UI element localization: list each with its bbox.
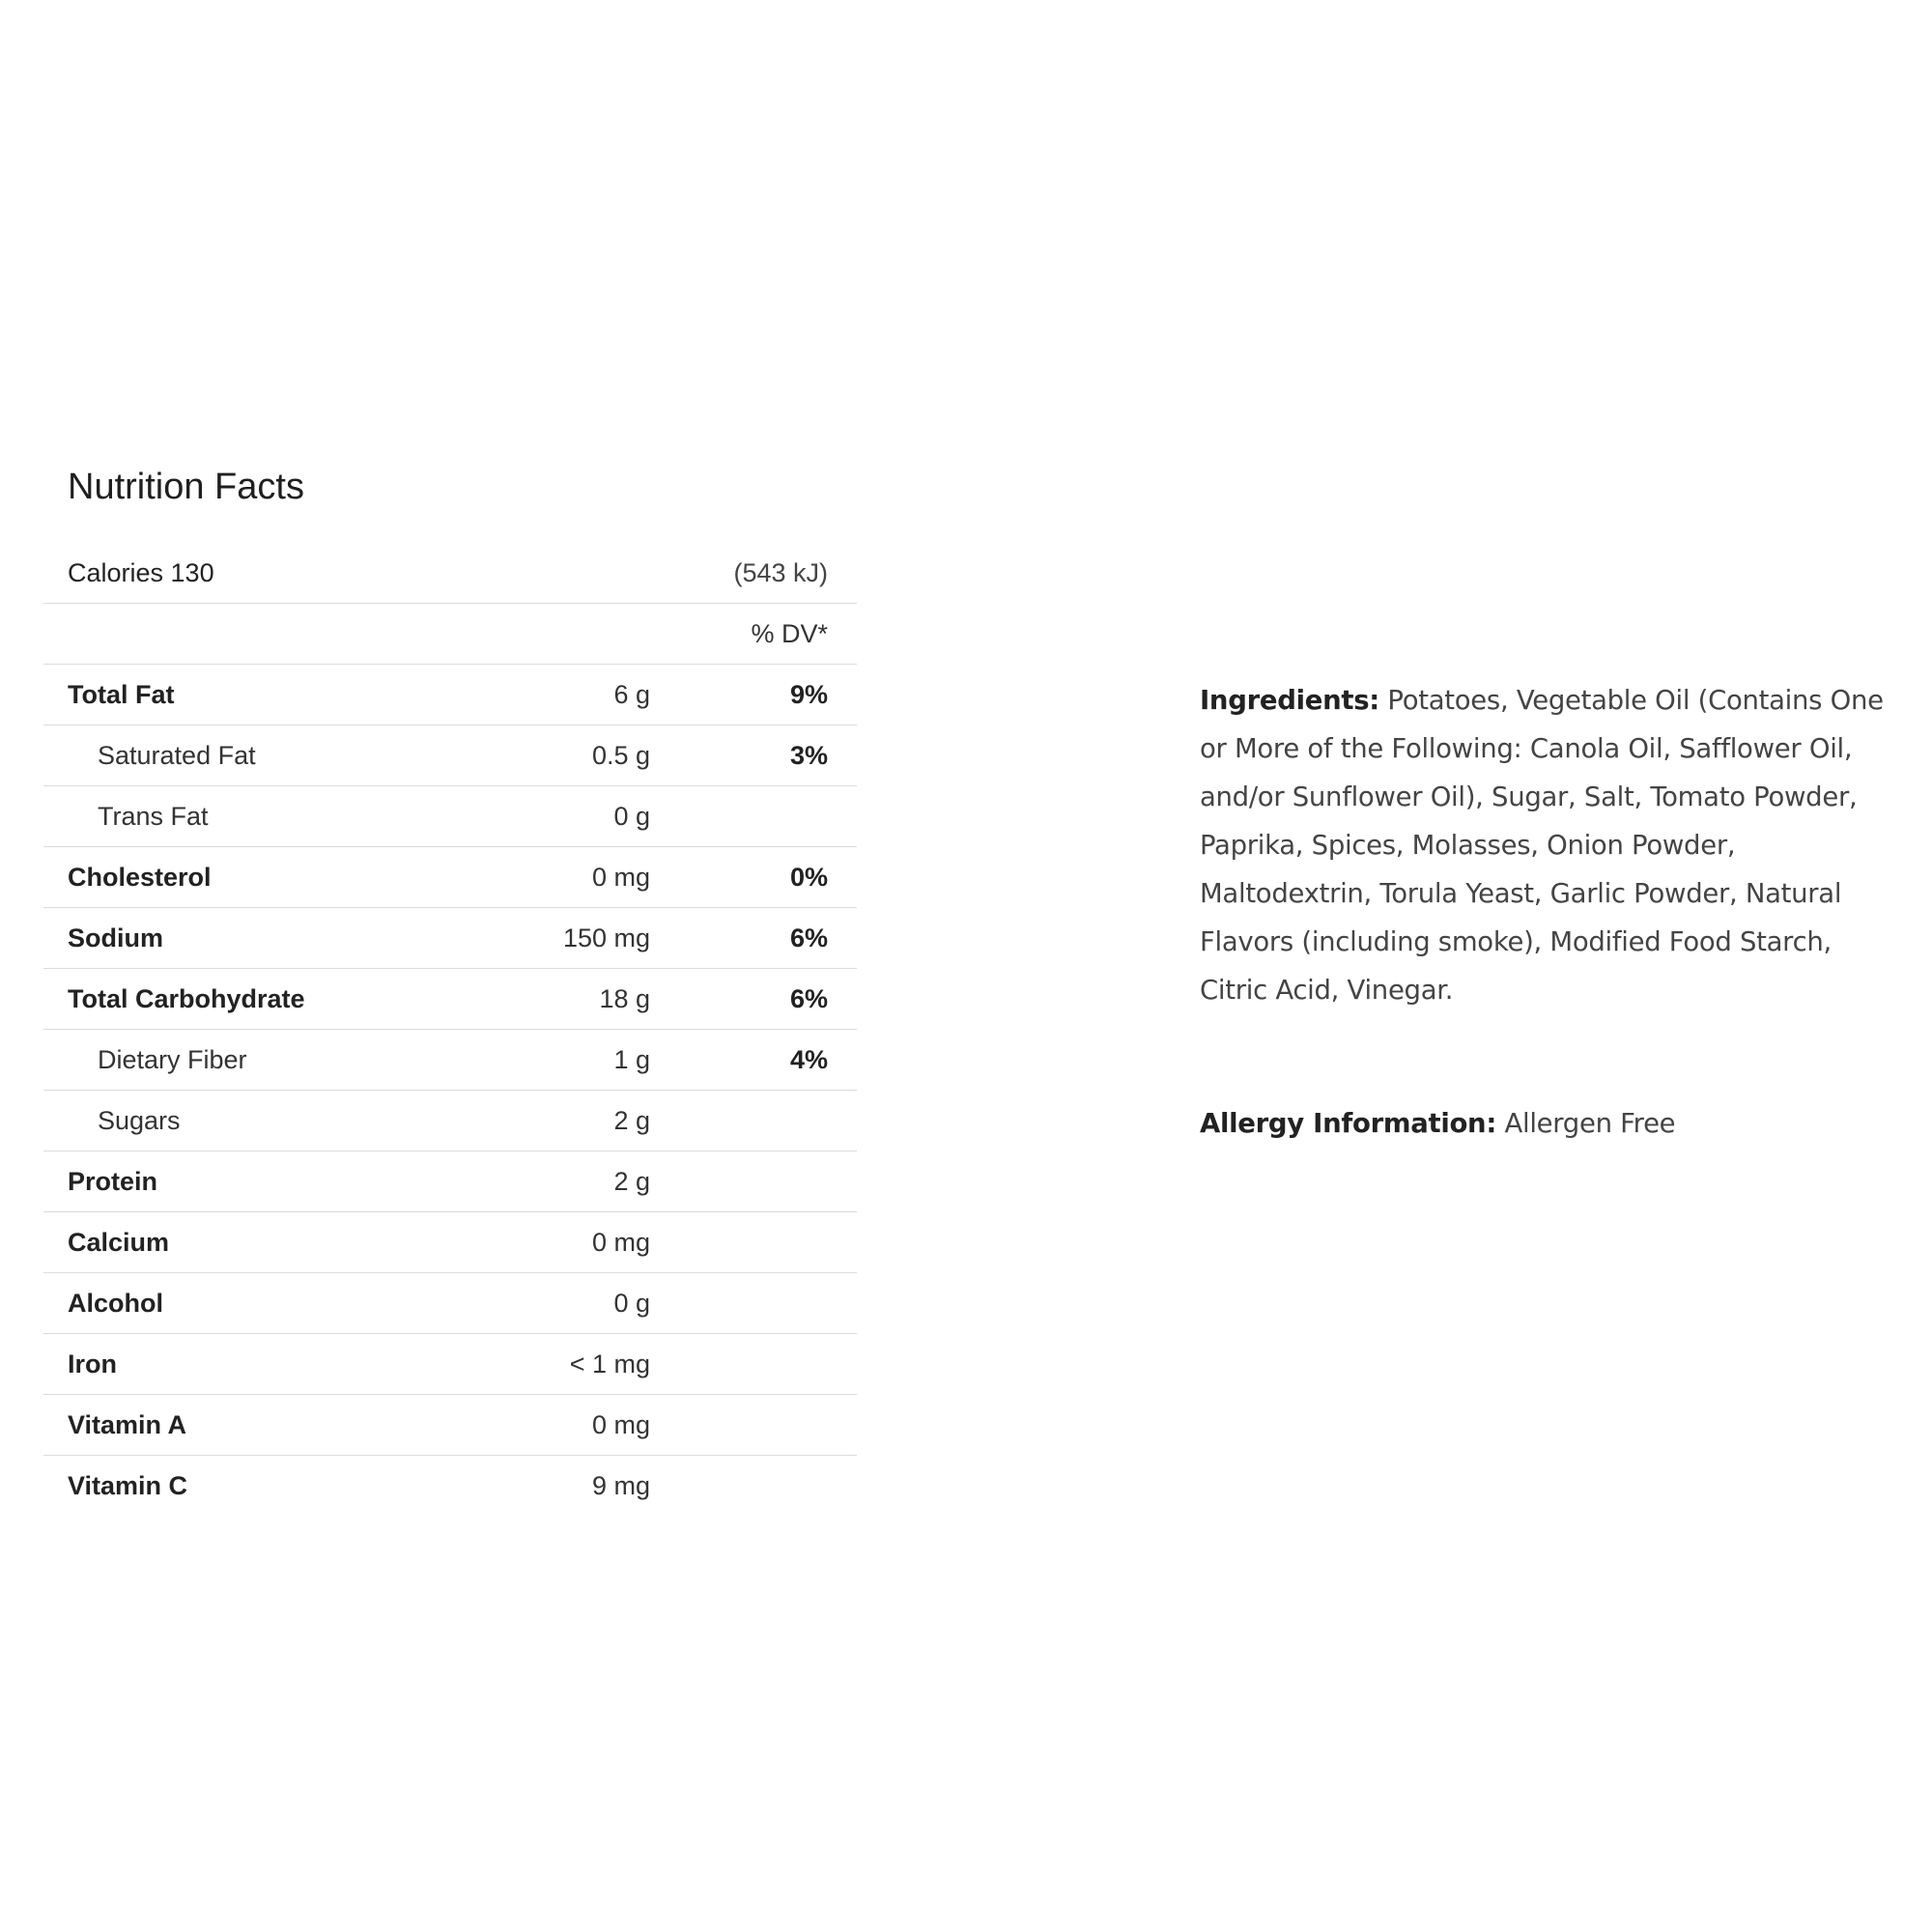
nutrient-amount: 6 g [613,680,650,709]
nutrient-amount: < 1 mg [569,1350,650,1378]
table-row [43,725,857,786]
nutrient-dv: 4% [789,1045,828,1074]
nutrient-dv: 3% [789,741,828,770]
nutrient-name: Trans Fat [98,802,209,831]
nutrient-amount: 9 mg [591,1471,650,1500]
dv-header-row [43,604,857,665]
nutrient-name: Total Fat [68,680,175,709]
nutrient-dv: 0% [789,863,828,892]
nutrient-name: Dietary Fiber [98,1045,247,1074]
nutrient-amount: 0 g [613,802,650,831]
table-row [43,786,857,847]
table-row [43,1151,857,1212]
nutrient-dv: 9% [789,680,828,709]
allergy-text: Allergen Free [1504,1108,1676,1139]
nutrient-name: Alcohol [68,1289,163,1318]
nutrient-name: Vitamin C [68,1471,188,1500]
nutrient-name: Cholesterol [68,863,212,892]
table-row [43,1273,857,1334]
nutrient-name: Iron [68,1350,117,1378]
nutrient-amount: 0 g [613,1289,650,1318]
allergy-label: Allergy Information: [1200,1108,1497,1139]
table-row [43,1030,857,1091]
ingredients-text: Potatoes, Vegetable Oil (Contains One or More of the Following: Canola Oil, Safflower Oil, and/or Sunflower Oil), Sugar, Salt, Tomato Powder, Paprika, Spices, Molasses, Onion Powder, Maltodextrin, Torula Yeast, Garlic Powder, Natural Flavors (including smoke), Modified Food Starch, Citric Acid, Vinegar. [1200,685,1884,1006]
nutrient-amount: 150 mg [562,923,650,952]
nutrient-name: Total Carbohydrate [68,984,305,1013]
nutrient-name: Protein [68,1167,158,1196]
calories-kj: (543 kJ) [733,558,828,587]
nutrient-dv: 6% [789,923,828,952]
nutrient-dv: 6% [789,984,828,1013]
calories-row [43,543,857,604]
nutrient-name: Sugars [98,1106,181,1135]
nutrient-amount: 0 mg [591,863,650,892]
nutrient-amount: 2 g [613,1167,650,1196]
table-row [43,665,857,725]
table-row [43,1212,857,1273]
table-row [43,1456,857,1516]
allergy-block [1200,1099,1895,1148]
table-row [43,847,857,908]
nutrition-table [43,543,857,1516]
nutrient-name: Sodium [68,923,163,952]
nutrient-amount: 0 mg [591,1410,650,1439]
ingredients-label: Ingredients: [1200,685,1379,716]
nutrient-amount: 1 g [613,1045,650,1074]
nutrient-name: Calcium [68,1228,170,1257]
nutrient-amount: 0.5 g [591,741,650,770]
table-row [43,1091,857,1151]
ingredients-block [1200,676,1895,1014]
nutrient-amount: 18 g [599,984,650,1013]
nutrient-amount: 2 g [613,1106,650,1135]
nutrition-title: Nutrition Facts [68,467,304,507]
table-row [43,908,857,969]
nutrient-name: Vitamin A [68,1410,187,1439]
dv-header: % DV* [751,619,828,648]
nutrient-name: Saturated Fat [98,741,256,770]
nutrient-amount: 0 mg [591,1228,650,1257]
table-row [43,969,857,1030]
table-row [43,1334,857,1395]
table-row [43,1395,857,1456]
calories-label: Calories 130 [68,558,214,587]
